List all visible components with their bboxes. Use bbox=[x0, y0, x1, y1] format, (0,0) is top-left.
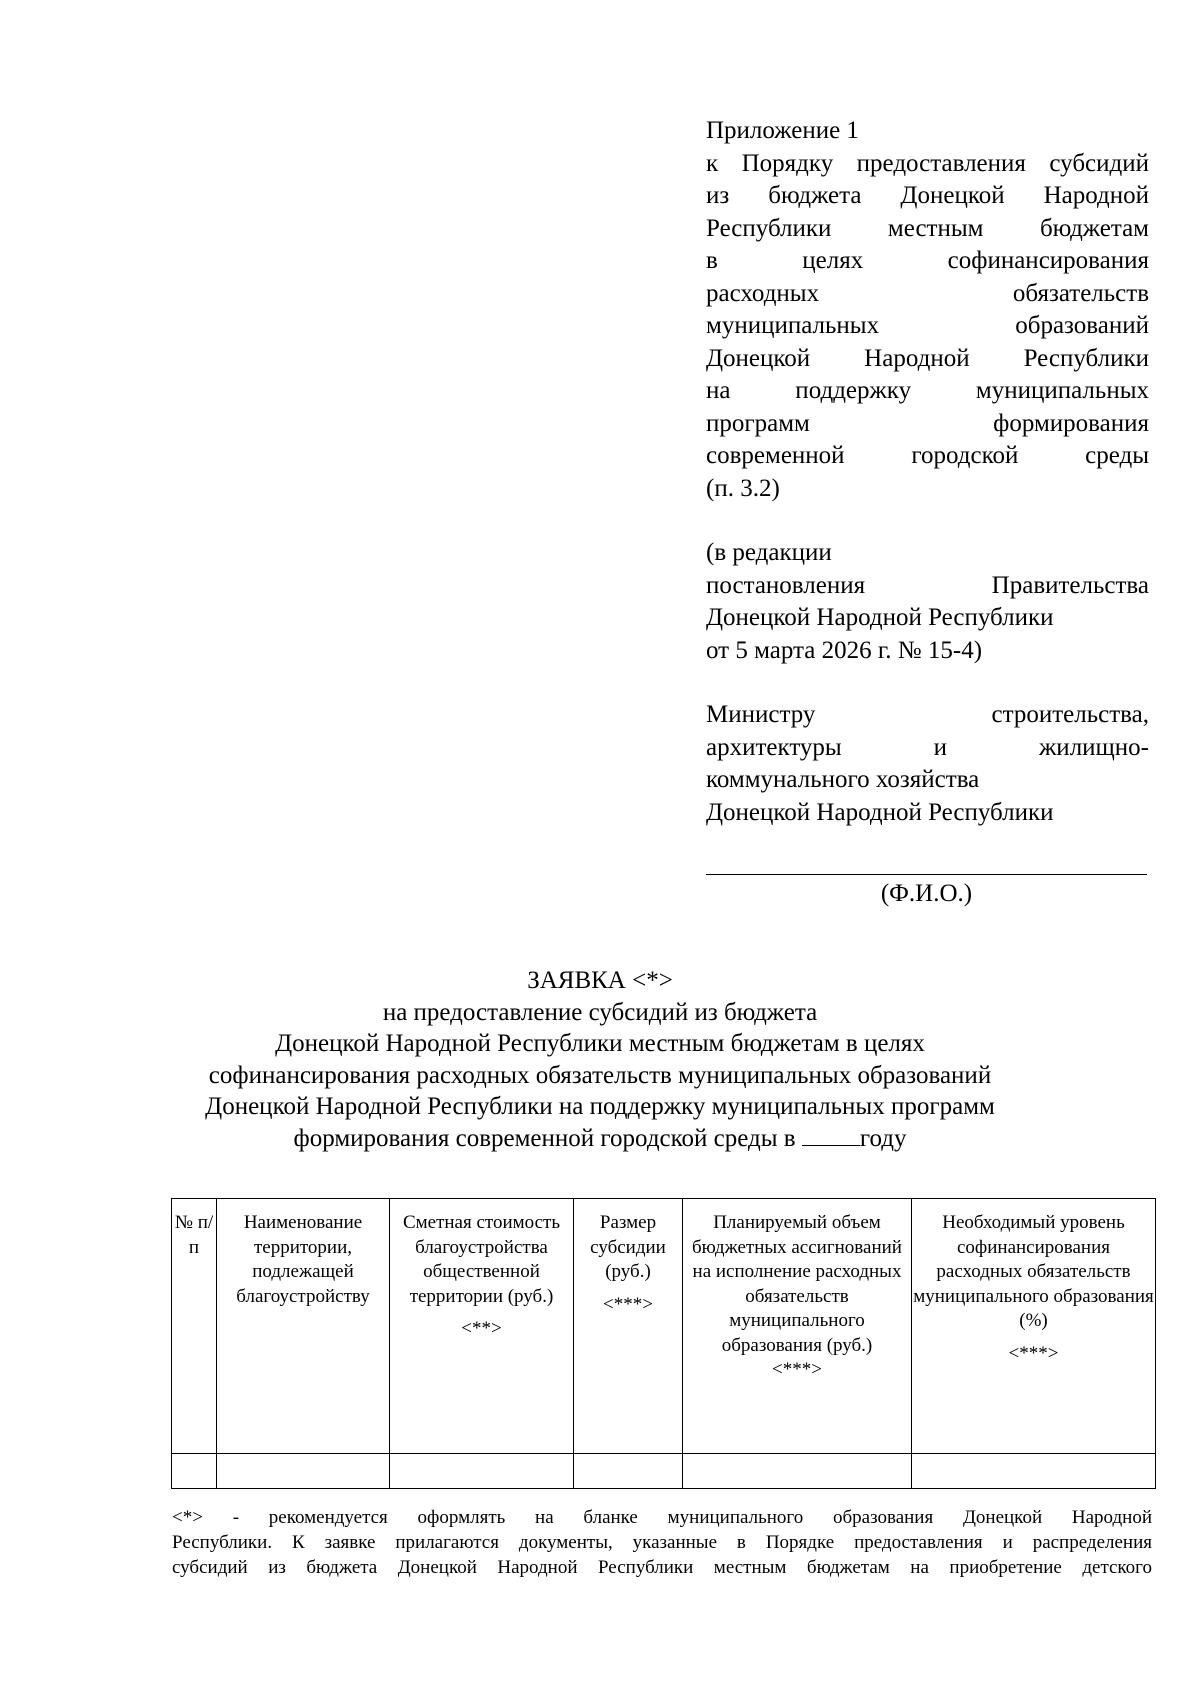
attachment-line: Донецкой Народной Республики bbox=[706, 344, 1149, 372]
attachment-line: на поддержку муниципальных bbox=[706, 377, 1149, 404]
attachment-line: из бюджета Донецкой Народной bbox=[706, 182, 1149, 209]
header-cofinancing bbox=[912, 1199, 1156, 1454]
header-estimate bbox=[390, 1199, 574, 1454]
table-cell[interactable] bbox=[683, 1454, 912, 1489]
title-line: Донецкой Народной Республики на поддержку муниципальных программ bbox=[205, 1093, 995, 1120]
year-blank bbox=[802, 1125, 860, 1146]
title-last-line bbox=[150, 1123, 1050, 1155]
title-last-after: году bbox=[859, 1124, 907, 1152]
attachment-line: муниципальных образований bbox=[706, 312, 1149, 339]
footnote-line: Республики. К заявке прилагаются документы, указанные в Порядке предоставления и распределения bbox=[172, 1532, 1152, 1553]
table-cell[interactable] bbox=[574, 1454, 683, 1489]
header-cofinancing-mark: <***> bbox=[1008, 1342, 1059, 1364]
edition-line: от 5 марта 2026 г. № 15-4) bbox=[706, 636, 983, 664]
table-cell[interactable] bbox=[172, 1454, 217, 1489]
title-last-before: формирования современной городской среды в bbox=[293, 1124, 796, 1152]
table-cell[interactable] bbox=[912, 1454, 1156, 1489]
addressee-line: архитектуры и жилищно- bbox=[706, 733, 1149, 761]
header-estimate-text: Сметная стоимость благоустройства общественной территории (руб.) bbox=[402, 1212, 561, 1307]
table-row bbox=[172, 1454, 1156, 1489]
addressee-line: Донецкой Народной Республики bbox=[706, 798, 1054, 826]
attachment-line: современной городской среды bbox=[706, 442, 1149, 469]
header-planned bbox=[683, 1199, 912, 1454]
fio-caption: (Ф.И.О.) bbox=[880, 880, 973, 907]
attachment-line: расходных обязательств bbox=[706, 279, 1149, 307]
attachment-line: Республики местным бюджетам bbox=[706, 214, 1149, 242]
header-cofinancing-text: Необходимый уровень софинансирования расходных обязательств муниципального образования (%) bbox=[913, 1212, 1154, 1331]
header-planned-text: Планируемый объем бюджетных ассигнований на исполнение расходных обязательств муниципального образования (руб.) bbox=[692, 1212, 902, 1356]
header-territory bbox=[217, 1199, 390, 1454]
addressee-line: Министру строительства, bbox=[706, 701, 1149, 728]
request-title bbox=[150, 965, 1050, 1154]
table-cell[interactable] bbox=[217, 1454, 390, 1489]
footnote-line: <*> - рекомендуется оформлять на бланке муниципального образования Донецкой Народной bbox=[172, 1507, 1152, 1528]
attachment-heading: Приложение 1 bbox=[706, 117, 859, 144]
signature-line bbox=[706, 874, 1147, 875]
header-subsidy-mark: <***> bbox=[603, 1293, 653, 1315]
spacer bbox=[706, 667, 1149, 699]
attachment-line: программ формирования bbox=[706, 409, 1149, 437]
footnote bbox=[172, 1505, 1152, 1580]
addressee-line: коммунального хозяйства bbox=[706, 766, 980, 793]
attachment-line: к Порядку предоставления субсидий bbox=[706, 149, 1149, 177]
table-cell[interactable] bbox=[390, 1454, 574, 1489]
edition-line: Донецкой Народной Республики bbox=[706, 604, 1054, 631]
title-heading: ЗАЯВКА <*> bbox=[527, 967, 673, 994]
footnote-line: субсидий из бюджета Донецкой Народной Республики местным бюджетам на приобретение детского bbox=[172, 1557, 1152, 1578]
table-header-row bbox=[172, 1199, 1156, 1454]
header-planned-mark: <***> bbox=[772, 1359, 822, 1380]
header-subsidy-text: Размер субсидии (руб.) bbox=[590, 1212, 666, 1282]
spacer bbox=[706, 505, 1149, 537]
attachment-block bbox=[706, 115, 1149, 829]
title-line: софинансирования расходных обязательств муниципальных образований bbox=[208, 1061, 992, 1089]
header-territory-text: Наименование территории, подлежащей благоустройству bbox=[236, 1212, 370, 1307]
edition-line: (в редакции bbox=[706, 539, 832, 566]
header-subsidy bbox=[574, 1199, 683, 1454]
header-estimate-mark: <**> bbox=[461, 1318, 502, 1339]
title-line: на предоставление субсидий из бюджета bbox=[382, 998, 818, 1026]
header-number-text: № п/п bbox=[174, 1212, 214, 1258]
header-number bbox=[172, 1199, 217, 1454]
request-table bbox=[171, 1198, 1156, 1489]
attachment-line: в целях софинансирования bbox=[706, 247, 1149, 274]
edition-line: постановления Правительства bbox=[706, 571, 1149, 599]
title-line: Донецкой Народной Республики местным бюджетам в целях bbox=[275, 1030, 925, 1057]
attachment-line: (п. 3.2) bbox=[706, 474, 780, 502]
